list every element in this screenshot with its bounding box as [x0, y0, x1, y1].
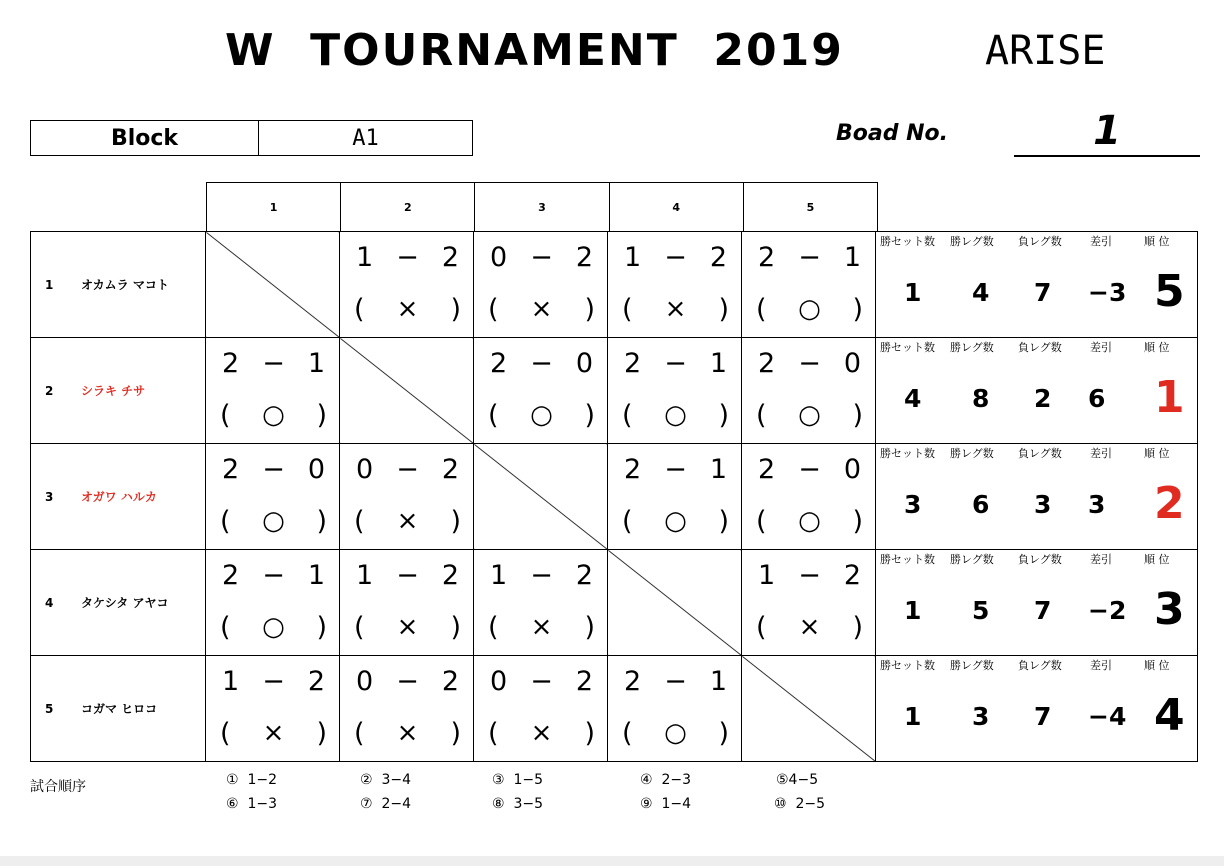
score-dash: − — [262, 454, 285, 485]
match-order-item: ⑧ 3−5 — [492, 796, 543, 812]
self-match-cell — [340, 338, 474, 444]
match-result — [474, 714, 607, 752]
block-box — [30, 120, 473, 156]
match-score — [340, 242, 473, 280]
board-label: Boad No. — [836, 121, 949, 146]
tournament-title: W TOURNAMENT 2019 — [225, 25, 844, 76]
result-mark: ○ — [262, 612, 285, 642]
match-order-item: ② 3−4 — [360, 772, 411, 788]
stat-value: 8 — [972, 384, 990, 413]
match-score — [608, 242, 741, 280]
match-order-item: ⑦ 2−4 — [360, 796, 411, 812]
score-dash: − — [262, 666, 285, 697]
match-cell — [206, 656, 340, 762]
column-header: 1 — [207, 183, 341, 232]
results-table — [30, 231, 1198, 762]
match-score — [608, 454, 741, 492]
stat-label: 順 位 — [1144, 553, 1170, 566]
score-dash: − — [396, 242, 419, 273]
player-name: タケシタ アヤコ — [81, 596, 169, 610]
result-paren: ) — [584, 717, 595, 749]
result-paren: ) — [450, 293, 461, 325]
board-underline — [1014, 155, 1200, 157]
stat-value: 3 — [1034, 490, 1052, 519]
match-score — [206, 454, 339, 492]
stat-label: 差引 — [1090, 447, 1112, 460]
score-value: 0 — [843, 348, 861, 379]
score-dash: − — [262, 560, 285, 591]
result-mark: ○ — [798, 506, 821, 536]
stat-value: 6 — [1088, 384, 1106, 413]
result-paren: ) — [852, 505, 863, 537]
score-value: 2 — [575, 560, 593, 591]
result-paren: ) — [316, 717, 327, 749]
match-cell — [608, 338, 742, 444]
score-value: 2 — [758, 242, 776, 273]
score-value: 1 — [709, 666, 727, 697]
stat-label: 勝レグ数 — [950, 553, 994, 566]
result-mark: × — [396, 294, 419, 324]
result-paren: ( — [622, 399, 633, 431]
column-header: 3 — [475, 183, 609, 232]
match-score — [340, 666, 473, 704]
score-value: 0 — [575, 348, 593, 379]
result-paren: ) — [450, 717, 461, 749]
result-paren: ) — [584, 293, 595, 325]
stat-label: 負レグ数 — [1018, 235, 1062, 248]
match-result — [608, 502, 741, 540]
match-cell — [742, 232, 876, 338]
result-mark: ○ — [664, 506, 687, 536]
player-row — [31, 444, 1198, 550]
result-mark: × — [530, 294, 553, 324]
match-cell — [206, 338, 340, 444]
match-cell — [340, 550, 474, 656]
stat-value: 6 — [972, 490, 990, 519]
match-result — [340, 502, 473, 540]
player-row — [31, 232, 1198, 338]
match-cell — [742, 338, 876, 444]
score-value: 1 — [222, 666, 240, 697]
match-score — [206, 560, 339, 598]
player-row — [31, 656, 1198, 762]
match-score — [608, 666, 741, 704]
match-order-item: ④ 2−3 — [640, 772, 691, 788]
result-mark: ○ — [798, 294, 821, 324]
match-result — [340, 290, 473, 328]
match-order-item: ⑨ 1−4 — [640, 796, 691, 812]
result-paren: ) — [450, 505, 461, 537]
match-result — [742, 290, 875, 328]
result-paren: ( — [756, 293, 767, 325]
stat-value: 1 — [904, 278, 922, 307]
self-match-cell — [474, 444, 608, 550]
match-score — [206, 348, 339, 386]
stat-value: 1 — [904, 702, 922, 731]
match-score — [742, 454, 875, 492]
player-name: オガワ ハルカ — [81, 490, 157, 504]
score-value: 2 — [575, 666, 593, 697]
stat-label: 負レグ数 — [1018, 659, 1062, 672]
score-dash: − — [664, 242, 687, 273]
column-header: 2 — [341, 183, 475, 232]
player-name-cell — [31, 550, 206, 656]
score-value: 1 — [709, 454, 727, 485]
score-value: 2 — [441, 454, 459, 485]
score-value: 2 — [758, 348, 776, 379]
player-name: シラキ チサ — [81, 384, 146, 398]
player-name-cell — [31, 444, 206, 550]
stat-label: 差引 — [1090, 341, 1112, 354]
score-dash: − — [664, 666, 687, 697]
self-match-cell — [742, 656, 876, 762]
result-paren: ( — [622, 717, 633, 749]
match-result — [206, 502, 339, 540]
stat-label: 負レグ数 — [1018, 447, 1062, 460]
stat-label: 差引 — [1090, 659, 1112, 672]
match-result — [742, 502, 875, 540]
stat-label: 勝セット数 — [880, 235, 935, 248]
result-paren: ) — [316, 399, 327, 431]
result-paren: ( — [220, 399, 231, 431]
score-dash: − — [530, 666, 553, 697]
result-mark: × — [396, 718, 419, 748]
score-value: 2 — [307, 666, 325, 697]
result-paren: ( — [220, 611, 231, 643]
stat-value: −3 — [1088, 278, 1127, 307]
match-score — [340, 560, 473, 598]
player-rank: 2 — [1154, 478, 1185, 529]
match-result — [206, 396, 339, 434]
score-dash: − — [664, 348, 687, 379]
column-header-row — [206, 182, 878, 232]
score-value: 2 — [222, 560, 240, 591]
score-dash: − — [530, 560, 553, 591]
match-cell — [340, 232, 474, 338]
result-paren: ) — [584, 399, 595, 431]
result-paren: ( — [220, 505, 231, 537]
stat-value: −4 — [1088, 702, 1127, 731]
column-header: 5 — [806, 201, 815, 214]
player-rank: 1 — [1154, 372, 1185, 423]
score-dash: − — [396, 454, 419, 485]
block-label: Block — [31, 121, 259, 155]
match-score — [608, 348, 741, 386]
match-order-item: ⑩ 2−5 — [774, 796, 825, 812]
stat-label: 差引 — [1090, 235, 1112, 248]
match-result — [474, 290, 607, 328]
result-mark: × — [530, 612, 553, 642]
score-dash: − — [798, 560, 821, 591]
score-value: 0 — [490, 242, 508, 273]
score-value: 1 — [490, 560, 508, 591]
match-result — [340, 714, 473, 752]
stat-label: 勝レグ数 — [950, 659, 994, 672]
result-paren: ) — [718, 293, 729, 325]
score-value: 0 — [843, 454, 861, 485]
score-value: 1 — [624, 242, 642, 273]
match-score — [742, 242, 875, 280]
result-paren: ( — [354, 611, 365, 643]
stat-label: 順 位 — [1144, 659, 1170, 672]
score-dash: − — [530, 348, 553, 379]
match-order-item: ① 1−2 — [226, 772, 277, 788]
result-paren: ) — [316, 505, 327, 537]
score-value: 2 — [441, 560, 459, 591]
stat-label: 勝セット数 — [880, 659, 935, 672]
result-mark: × — [396, 506, 419, 536]
stat-label: 勝セット数 — [880, 553, 935, 566]
result-paren: ) — [852, 399, 863, 431]
match-cell — [340, 444, 474, 550]
score-value: 0 — [307, 454, 325, 485]
score-dash: − — [396, 560, 419, 591]
board-number: 1 — [1093, 108, 1121, 154]
match-score — [206, 666, 339, 704]
result-paren: ( — [354, 717, 365, 749]
stat-value: 3 — [972, 702, 990, 731]
result-mark: × — [798, 612, 821, 642]
stat-value: 4 — [972, 278, 990, 307]
result-paren: ( — [488, 293, 499, 325]
player-name: コガマ ヒロコ — [81, 702, 158, 716]
stat-value: 3 — [904, 490, 922, 519]
stat-value: 4 — [904, 384, 922, 413]
match-cell — [206, 444, 340, 550]
result-paren: ( — [756, 505, 767, 537]
stat-label: 勝セット数 — [880, 447, 935, 460]
stat-label: 負レグ数 — [1018, 341, 1062, 354]
match-cell — [206, 550, 340, 656]
page-footer-bar — [0, 856, 1224, 866]
result-paren: ( — [622, 505, 633, 537]
player-number: 5 — [45, 702, 54, 716]
match-order-item: ③ 1−5 — [492, 772, 543, 788]
score-value: 0 — [356, 666, 374, 697]
score-value: 1 — [307, 560, 325, 591]
result-mark: ○ — [664, 400, 687, 430]
result-paren: ( — [756, 399, 767, 431]
match-score — [474, 666, 607, 704]
result-paren: ( — [622, 293, 633, 325]
stat-value: 2 — [1034, 384, 1052, 413]
player-stats-cell — [876, 656, 1198, 762]
score-dash: − — [530, 242, 553, 273]
result-paren: ( — [488, 611, 499, 643]
stat-value: 7 — [1034, 596, 1052, 625]
result-paren: ( — [488, 717, 499, 749]
match-result — [206, 608, 339, 646]
column-header: 4 — [610, 183, 744, 232]
match-cell — [474, 656, 608, 762]
score-value: 2 — [624, 348, 642, 379]
match-order-item: ⑥ 1−3 — [226, 796, 277, 812]
club-name: ARISE — [985, 28, 1106, 74]
match-result — [474, 608, 607, 646]
match-result — [474, 396, 607, 434]
match-cell — [474, 550, 608, 656]
score-value: 2 — [441, 666, 459, 697]
player-number: 1 — [45, 278, 54, 292]
match-score — [474, 348, 607, 386]
score-value: 2 — [624, 454, 642, 485]
result-paren: ) — [450, 611, 461, 643]
score-value: 1 — [356, 242, 374, 273]
stat-label: 差引 — [1090, 553, 1112, 566]
stat-label: 勝セット数 — [880, 341, 935, 354]
stat-label: 順 位 — [1144, 447, 1170, 460]
score-value: 0 — [490, 666, 508, 697]
stat-label: 負レグ数 — [1018, 553, 1062, 566]
player-rank: 4 — [1154, 690, 1185, 741]
stat-label: 勝レグ数 — [950, 235, 994, 248]
result-paren: ) — [584, 611, 595, 643]
self-match-cell — [206, 232, 340, 338]
player-stats-cell — [876, 338, 1198, 444]
match-result — [608, 290, 741, 328]
match-result — [742, 396, 875, 434]
match-cell — [608, 232, 742, 338]
match-cell — [742, 550, 876, 656]
player-name-cell — [31, 338, 206, 444]
block-value: A1 — [352, 125, 379, 151]
match-order-label: 試合順序 — [30, 779, 86, 795]
player-number: 4 — [45, 596, 54, 610]
stat-value: 7 — [1034, 702, 1052, 731]
score-value: 2 — [709, 242, 727, 273]
score-value: 1 — [843, 242, 861, 273]
result-mark: × — [262, 718, 285, 748]
result-paren: ) — [316, 611, 327, 643]
score-value: 2 — [222, 348, 240, 379]
player-rank: 5 — [1154, 266, 1185, 317]
result-paren: ) — [852, 611, 863, 643]
score-dash: − — [262, 348, 285, 379]
result-mark: ○ — [530, 400, 553, 430]
match-order-item: ⑤4−5 — [776, 772, 819, 788]
score-value: 1 — [356, 560, 374, 591]
match-score — [474, 242, 607, 280]
match-score — [742, 348, 875, 386]
score-value: 2 — [441, 242, 459, 273]
stat-label: 勝レグ数 — [950, 447, 994, 460]
result-paren: ) — [718, 399, 729, 431]
player-stats-cell — [876, 232, 1198, 338]
score-value: 2 — [575, 242, 593, 273]
self-match-cell — [608, 550, 742, 656]
match-cell — [474, 232, 608, 338]
match-result — [608, 396, 741, 434]
stat-value: 1 — [904, 596, 922, 625]
result-paren: ) — [852, 293, 863, 325]
match-cell — [742, 444, 876, 550]
score-value: 2 — [222, 454, 240, 485]
stat-value: 5 — [972, 596, 990, 625]
result-mark: ○ — [664, 718, 687, 748]
match-result — [206, 714, 339, 752]
result-paren: ( — [756, 611, 767, 643]
result-paren: ( — [488, 399, 499, 431]
player-number: 2 — [45, 384, 54, 398]
result-mark: × — [396, 612, 419, 642]
match-result — [608, 714, 741, 752]
result-mark: ○ — [262, 506, 285, 536]
stat-value: 7 — [1034, 278, 1052, 307]
match-cell — [608, 444, 742, 550]
result-paren: ) — [718, 717, 729, 749]
player-stats-cell — [876, 444, 1198, 550]
result-paren: ( — [220, 717, 231, 749]
player-number: 3 — [45, 490, 54, 504]
match-cell — [474, 338, 608, 444]
stat-label: 順 位 — [1144, 341, 1170, 354]
match-score — [474, 560, 607, 598]
score-value: 1 — [307, 348, 325, 379]
stat-value: 3 — [1088, 490, 1106, 519]
match-result — [742, 608, 875, 646]
player-rank: 3 — [1154, 584, 1185, 635]
result-mark: × — [664, 294, 687, 324]
match-score — [742, 560, 875, 598]
result-paren: ( — [354, 505, 365, 537]
score-dash: − — [664, 454, 687, 485]
score-value: 2 — [490, 348, 508, 379]
score-value: 1 — [709, 348, 727, 379]
result-mark: × — [530, 718, 553, 748]
score-value: 2 — [843, 560, 861, 591]
score-value: 2 — [624, 666, 642, 697]
result-paren: ( — [354, 293, 365, 325]
player-row — [31, 550, 1198, 656]
player-row — [31, 338, 1198, 444]
score-dash: − — [798, 454, 821, 485]
score-dash: − — [396, 666, 419, 697]
stat-label: 勝レグ数 — [950, 341, 994, 354]
match-cell — [608, 656, 742, 762]
player-stats-cell — [876, 550, 1198, 656]
score-value: 2 — [758, 454, 776, 485]
result-paren: ) — [718, 505, 729, 537]
result-mark: ○ — [262, 400, 285, 430]
player-name: オカムラ マコト — [81, 278, 169, 292]
score-value: 1 — [758, 560, 776, 591]
match-score — [340, 454, 473, 492]
match-cell — [340, 656, 474, 762]
result-mark: ○ — [798, 400, 821, 430]
player-name-cell — [31, 232, 206, 338]
stat-value: −2 — [1088, 596, 1127, 625]
results-grid — [30, 231, 1200, 762]
score-value: 0 — [356, 454, 374, 485]
score-dash: − — [798, 348, 821, 379]
match-result — [340, 608, 473, 646]
score-dash: − — [798, 242, 821, 273]
player-name-cell — [31, 656, 206, 762]
stat-label: 順 位 — [1144, 235, 1170, 248]
